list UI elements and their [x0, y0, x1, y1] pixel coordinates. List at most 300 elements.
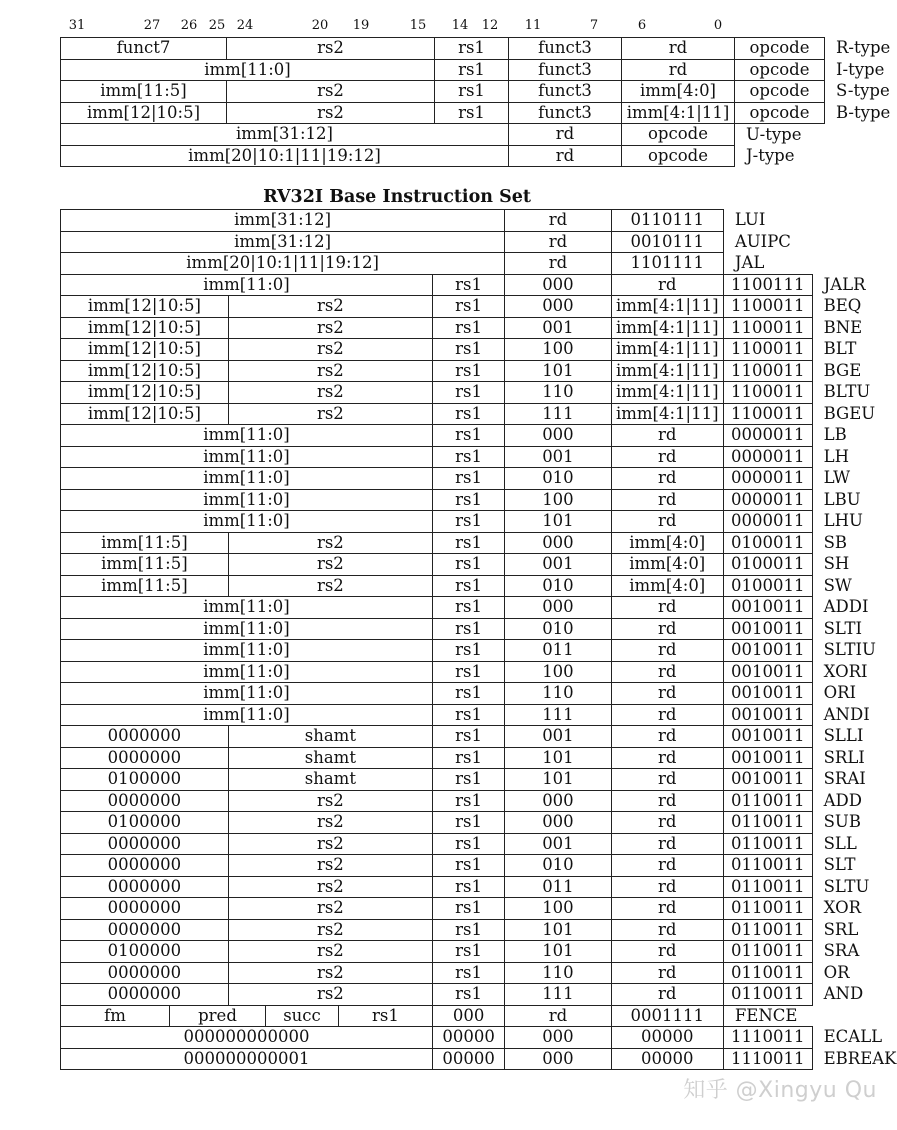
encoding-field: rs1	[432, 941, 504, 963]
encoding-field: imm[11:0]	[61, 446, 433, 468]
encoding-field: 101	[505, 919, 611, 941]
encoding-field: rd	[611, 747, 723, 769]
encoding-field: imm[4:1|11]	[611, 317, 723, 339]
encoding-field: 000000000001	[61, 1048, 433, 1070]
encoding-field: rd	[622, 38, 735, 60]
row-label: ADDI	[823, 597, 869, 617]
instruction-row	[61, 597, 897, 619]
bit-index: 27	[143, 18, 161, 33]
instruction-row	[61, 210, 897, 232]
bit-index: 7	[589, 18, 599, 33]
encoding-field: imm[11:0]	[61, 661, 433, 683]
encoding-field: shamt	[228, 747, 432, 769]
encoding-field: imm[11:0]	[61, 618, 433, 640]
encoding-field: 0010011	[723, 640, 812, 662]
encoding-field: 0100000	[61, 812, 229, 834]
encoding-field: imm[11:0]	[61, 59, 435, 81]
encoding-field: rs2	[228, 532, 432, 554]
encoding-field: 0000011	[723, 511, 812, 533]
encoding-field: funct3	[509, 102, 622, 124]
row-label: SLTIU	[823, 640, 876, 660]
instruction-row	[61, 812, 897, 834]
row-label: EBREAK	[823, 1048, 897, 1068]
encoding-field: 001	[505, 726, 611, 748]
encoding-field: rd	[611, 618, 723, 640]
encoding-field: 00000	[432, 1048, 504, 1070]
encoding-field: 0110011	[723, 790, 812, 812]
encoding-field: rs2	[228, 554, 432, 576]
row-label: SB	[823, 532, 848, 552]
row-label: SRL	[823, 919, 859, 939]
encoding-field: rs1	[432, 274, 504, 296]
encoding-field: 011	[505, 640, 611, 662]
encoding-field: funct7	[61, 38, 227, 60]
row-label: ADD	[823, 790, 862, 810]
row-label: FENCE	[734, 1005, 798, 1025]
encoding-field: opcode	[735, 59, 825, 81]
encoding-field: imm[4:0]	[611, 554, 723, 576]
encoding-field: rs1	[432, 382, 504, 404]
encoding-field: imm[11:5]	[61, 554, 229, 576]
bit-index: 26	[180, 18, 198, 33]
encoding-field: imm[11:0]	[61, 640, 433, 662]
encoding-field: rd	[611, 274, 723, 296]
encoding-field: 0110011	[723, 919, 812, 941]
encoding-field: rs1	[432, 618, 504, 640]
encoding-field: rs2	[227, 102, 435, 124]
encoding-field: 0110111	[611, 210, 723, 232]
encoding-field: rs1	[432, 855, 504, 877]
encoding-field: rs1	[432, 833, 504, 855]
encoding-field: rs2	[228, 962, 432, 984]
encoding-field: rs1	[432, 962, 504, 984]
instruction-row	[61, 468, 897, 490]
instruction-row	[61, 425, 897, 447]
encoding-field: shamt	[228, 726, 432, 748]
encoding-field: imm[12|10:5]	[61, 296, 229, 318]
encoding-field: 000	[505, 597, 611, 619]
row-label: SLL	[823, 833, 857, 853]
encoding-field: rs1	[432, 296, 504, 318]
encoding-field: imm[11:0]	[61, 425, 433, 447]
encoding-field: opcode	[735, 81, 825, 103]
encoding-field: rd	[611, 769, 723, 791]
encoding-field: imm[11:5]	[61, 575, 229, 597]
encoding-field: imm[20|10:1|11|19:12]	[61, 253, 505, 275]
encoding-field: rd	[611, 876, 723, 898]
encoding-field: rs1	[432, 876, 504, 898]
row-label: XORI	[823, 661, 868, 681]
encoding-field: 111	[505, 403, 611, 425]
encoding-field: rs1	[432, 554, 504, 576]
encoding-field: 0010011	[723, 597, 812, 619]
encoding-field: rd	[611, 941, 723, 963]
instruction-row	[61, 317, 897, 339]
encoding-field: rd	[611, 468, 723, 490]
row-label: I-type	[836, 59, 885, 79]
encoding-field: 0000011	[723, 446, 812, 468]
row-label: BLT	[823, 339, 857, 359]
encoding-field: 000	[505, 812, 611, 834]
row-label: SH	[823, 554, 850, 574]
row-label: LH	[823, 446, 849, 466]
encoding-field: 101	[505, 769, 611, 791]
row-label: ORI	[823, 683, 857, 703]
row-label: OR	[823, 962, 850, 982]
row-label: SRA	[823, 941, 860, 961]
encoding-field: 1110011	[723, 1048, 812, 1070]
encoding-field: rd	[622, 59, 735, 81]
encoding-field: funct3	[509, 81, 622, 103]
encoding-field: rs1	[432, 446, 504, 468]
encoding-field: 0000000	[61, 984, 229, 1006]
encoding-field: imm[4:0]	[611, 532, 723, 554]
encoding-field: 100	[505, 339, 611, 361]
instruction-row	[61, 855, 897, 877]
instruction-row	[61, 683, 897, 705]
encoding-field: 1101111	[611, 253, 723, 275]
instruction-row	[61, 618, 897, 640]
encoding-field: 101	[505, 511, 611, 533]
encoding-field: rd	[611, 898, 723, 920]
encoding-field: rd	[509, 124, 622, 146]
instruction-row	[61, 640, 897, 662]
instruction-row	[61, 769, 897, 791]
encoding-field: rd	[611, 511, 723, 533]
row-label: JALR	[823, 274, 866, 294]
encoding-field: imm[4:1|11]	[611, 403, 723, 425]
instruction-row	[61, 274, 897, 296]
encoding-field: rd	[611, 446, 723, 468]
encoding-field: rs2	[228, 984, 432, 1006]
encoding-field: 011	[505, 876, 611, 898]
encoding-field: succ	[283, 1005, 321, 1025]
row-label: U-type	[746, 124, 802, 144]
encoding-field: rd	[611, 726, 723, 748]
encoding-field: rs1	[432, 489, 504, 511]
row-label: LW	[823, 468, 851, 488]
encoding-field: imm[11:0]	[61, 704, 433, 726]
bit-index: 31	[68, 18, 86, 33]
encoding-field: rs1	[432, 339, 504, 361]
encoding-field: opcode	[735, 38, 825, 60]
encoding-field: rd	[611, 790, 723, 812]
encoding-field: imm[12|10:5]	[61, 403, 229, 425]
instruction-row	[61, 876, 897, 898]
encoding-field: rs1	[432, 919, 504, 941]
encoding-field: rs1	[432, 575, 504, 597]
encoding-field: imm[4:1|11]	[611, 296, 723, 318]
instruction-row	[61, 1005, 897, 1027]
encoding-field: 1100111	[723, 274, 812, 296]
encoding-field: 000	[432, 1005, 504, 1027]
encoding-field: imm[12|10:5]	[61, 102, 227, 124]
encoding-field: rd	[509, 145, 622, 167]
instruction-row	[61, 661, 897, 683]
encoding-field: rs2	[228, 575, 432, 597]
encoding-field: 0010011	[723, 618, 812, 640]
encoding-field: 0000000	[61, 898, 229, 920]
row-label: BGEU	[823, 403, 876, 423]
row-label: SLTI	[823, 618, 863, 638]
encoding-field: 0001111	[611, 1005, 723, 1027]
encoding-field: imm[11:0]	[61, 468, 433, 490]
encoding-field: 110	[505, 382, 611, 404]
encoding-field: imm[11:0]	[61, 683, 433, 705]
encoding-field: rs1	[432, 726, 504, 748]
encoding-field: 1100011	[723, 403, 812, 425]
encoding-field: rs1	[432, 532, 504, 554]
encoding-field: funct3	[509, 59, 622, 81]
encoding-field: 0000011	[723, 425, 812, 447]
encoding-field: 110	[505, 962, 611, 984]
encoding-field: 001	[505, 446, 611, 468]
encoding-field: 0110011	[723, 962, 812, 984]
row-label: SW	[823, 575, 852, 595]
encoding-field: imm[11:0]	[61, 274, 433, 296]
encoding-field: 010	[505, 575, 611, 597]
encoding-field: 0010011	[723, 726, 812, 748]
encoding-field: imm[4:1|11]	[622, 102, 735, 124]
encoding-field: rs2	[228, 855, 432, 877]
row-label: B-type	[836, 102, 891, 122]
encoding-field: 101	[505, 747, 611, 769]
encoding-field: 100	[505, 661, 611, 683]
format-row	[61, 145, 891, 167]
encoding-field: 1110011	[723, 1027, 812, 1049]
encoding-field: pred	[170, 1006, 266, 1026]
row-label: BNE	[823, 317, 863, 337]
instruction-row	[61, 898, 897, 920]
encoding-field: 001	[505, 833, 611, 855]
encoding-field: 010	[505, 468, 611, 490]
encoding-field: 100	[505, 898, 611, 920]
encoding-field: 001	[505, 317, 611, 339]
encoding-field: funct3	[509, 38, 622, 60]
encoding-field: 111	[505, 704, 611, 726]
encoding-field: imm[12|10:5]	[61, 317, 229, 339]
zhihu-watermark: 知乎 @Xingyu Qu	[683, 1078, 877, 1103]
encoding-field: rs2	[228, 898, 432, 920]
encoding-field: rs2	[228, 403, 432, 425]
instruction-row	[61, 704, 897, 726]
encoding-field: 1100011	[723, 339, 812, 361]
encoding-field: imm[4:1|11]	[611, 339, 723, 361]
encoding-field: 1100011	[723, 382, 812, 404]
row-label: BGE	[823, 360, 862, 380]
encoding-field: shamt	[228, 769, 432, 791]
format-row	[61, 59, 891, 81]
encoding-field: rs1	[435, 81, 509, 103]
encoding-field: 0000000	[61, 919, 229, 941]
encoding-field: imm[12|10:5]	[61, 382, 229, 404]
row-label: SRLI	[823, 747, 865, 767]
encoding-field: 0010011	[723, 747, 812, 769]
row-label: SRAI	[823, 769, 866, 789]
encoding-field: rs2	[228, 876, 432, 898]
instruction-row	[61, 1027, 897, 1049]
encoding-field: rs1	[339, 1005, 433, 1027]
encoding-field: 0000000	[61, 726, 229, 748]
instruction-row	[61, 382, 897, 404]
encoding-field: 00000	[611, 1027, 723, 1049]
format-row	[61, 81, 891, 103]
row-label: LBU	[823, 489, 861, 509]
encoding-field: imm[31:12]	[61, 231, 505, 253]
encoding-field: 0010011	[723, 683, 812, 705]
encoding-field: 000	[505, 274, 611, 296]
instruction-row	[61, 726, 897, 748]
row-label: AND	[823, 984, 864, 1004]
encoding-field: 101	[505, 360, 611, 382]
encoding-field: rd	[611, 984, 723, 1006]
row-label: SLT	[823, 855, 856, 875]
instruction-row	[61, 984, 897, 1006]
encoding-field: 110	[505, 683, 611, 705]
row-label: S-type	[836, 81, 890, 101]
instruction-row	[61, 1048, 897, 1070]
encoding-field: rs1	[432, 747, 504, 769]
encoding-field: rs2	[228, 790, 432, 812]
encoding-field: rs2	[228, 339, 432, 361]
row-label: R-type	[836, 38, 891, 58]
row-label: LHU	[823, 511, 863, 531]
encoding-field: 0110011	[723, 833, 812, 855]
row-label: AUIPC	[734, 231, 791, 251]
encoding-field: 000000000000	[61, 1027, 433, 1049]
instruction-row	[61, 962, 897, 984]
rv32i-instruction-table	[60, 209, 897, 1070]
encoding-field: rd	[505, 253, 611, 275]
encoding-field: 000	[505, 296, 611, 318]
encoding-field: rd	[505, 210, 611, 232]
instruction-row	[61, 790, 897, 812]
row-label: ECALL	[823, 1027, 883, 1047]
encoding-field: 0000000	[61, 833, 229, 855]
encoding-field: imm[12|10:5]	[61, 360, 229, 382]
encoding-field: 0000000	[61, 855, 229, 877]
encoding-field: 0110011	[723, 812, 812, 834]
encoding-field: 0000000	[61, 747, 229, 769]
encoding-field: imm[4:0]	[622, 81, 735, 103]
encoding-field: 0010011	[723, 661, 812, 683]
row-label: XOR	[823, 898, 862, 918]
encoding-field: rs2	[228, 833, 432, 855]
encoding-field: rs1	[432, 597, 504, 619]
encoding-field: imm[12|10:5]	[61, 339, 229, 361]
encoding-field: rd	[611, 683, 723, 705]
encoding-field: rs2	[227, 38, 435, 60]
encoding-field: rs1	[432, 683, 504, 705]
encoding-field: imm[11:0]	[61, 489, 433, 511]
encoding-field: rs1	[432, 360, 504, 382]
bit-position-ruler	[0, 18, 897, 34]
instruction-row	[61, 339, 897, 361]
encoding-field: 0110011	[723, 941, 812, 963]
encoding-field: 000	[505, 425, 611, 447]
encoding-field: rs1	[432, 661, 504, 683]
row-label: JAL	[734, 253, 765, 272]
encoding-field: rd	[611, 855, 723, 877]
bit-index: 19	[352, 18, 370, 33]
bit-index: 24	[236, 18, 254, 33]
encoding-field: rs2	[228, 382, 432, 404]
instruction-row	[61, 941, 897, 963]
encoding-field: opcode	[622, 145, 735, 167]
format-row	[61, 38, 891, 60]
instruction-row	[61, 575, 897, 597]
instruction-row	[61, 747, 897, 769]
encoding-field: 00000	[611, 1048, 723, 1070]
encoding-field: 0100011	[723, 554, 812, 576]
encoding-field: 0000011	[723, 468, 812, 490]
row-label: BLTU	[823, 382, 871, 402]
encoding-field: rs2	[228, 296, 432, 318]
encoding-field: rs2	[228, 919, 432, 941]
encoding-field: opcode	[735, 102, 825, 124]
encoding-field: 010	[505, 855, 611, 877]
encoding-field: rd	[611, 597, 723, 619]
encoding-field: rs1	[432, 403, 504, 425]
encoding-field: imm[4:1|11]	[611, 382, 723, 404]
instruction-row	[61, 489, 897, 511]
base-instruction-set-title: RV32I Base Instruction Set	[263, 187, 531, 207]
encoding-field: 1100011	[723, 317, 812, 339]
encoding-field: 0100011	[723, 575, 812, 597]
encoding-field: rs1	[432, 511, 504, 533]
row-label: SUB	[823, 812, 861, 832]
encoding-field: rs1	[432, 898, 504, 920]
instruction-formats-table	[60, 37, 891, 167]
encoding-field: rd	[611, 962, 723, 984]
row-label: SLTU	[823, 876, 870, 896]
encoding-field: 0000000	[61, 876, 229, 898]
encoding-field: rs1	[432, 984, 504, 1006]
encoding-field: rs1	[435, 38, 509, 60]
encoding-field: 0100000	[61, 769, 229, 791]
encoding-field: rd	[611, 661, 723, 683]
instruction-row	[61, 296, 897, 318]
encoding-field: rs1	[432, 317, 504, 339]
encoding-field: imm[11:0]	[61, 511, 433, 533]
bit-index: 20	[311, 18, 329, 33]
instruction-row	[61, 554, 897, 576]
encoding-field: imm[11:0]	[61, 597, 433, 619]
instruction-row	[61, 360, 897, 382]
encoding-field: imm[11:5]	[61, 532, 229, 554]
encoding-field: rs1	[432, 640, 504, 662]
encoding-field: rd	[611, 704, 723, 726]
encoding-field: opcode	[622, 124, 735, 146]
row-label: LB	[823, 425, 847, 445]
encoding-field: 010	[505, 618, 611, 640]
encoding-field: 001	[505, 554, 611, 576]
encoding-field: rd	[611, 425, 723, 447]
encoding-field: rd	[505, 1005, 611, 1027]
encoding-field: 0100000	[61, 941, 229, 963]
encoding-field: fm	[61, 1006, 170, 1026]
encoding-field: 000	[505, 1048, 611, 1070]
encoding-field: 0010011	[723, 704, 812, 726]
format-row	[61, 102, 891, 124]
encoding-field: rs2	[228, 317, 432, 339]
encoding-field: 100	[505, 489, 611, 511]
instruction-row	[61, 919, 897, 941]
bit-index: 14	[451, 18, 469, 33]
encoding-field: imm[31:12]	[61, 124, 509, 146]
encoding-field: 0110011	[723, 855, 812, 877]
encoding-field: 00000	[432, 1027, 504, 1049]
